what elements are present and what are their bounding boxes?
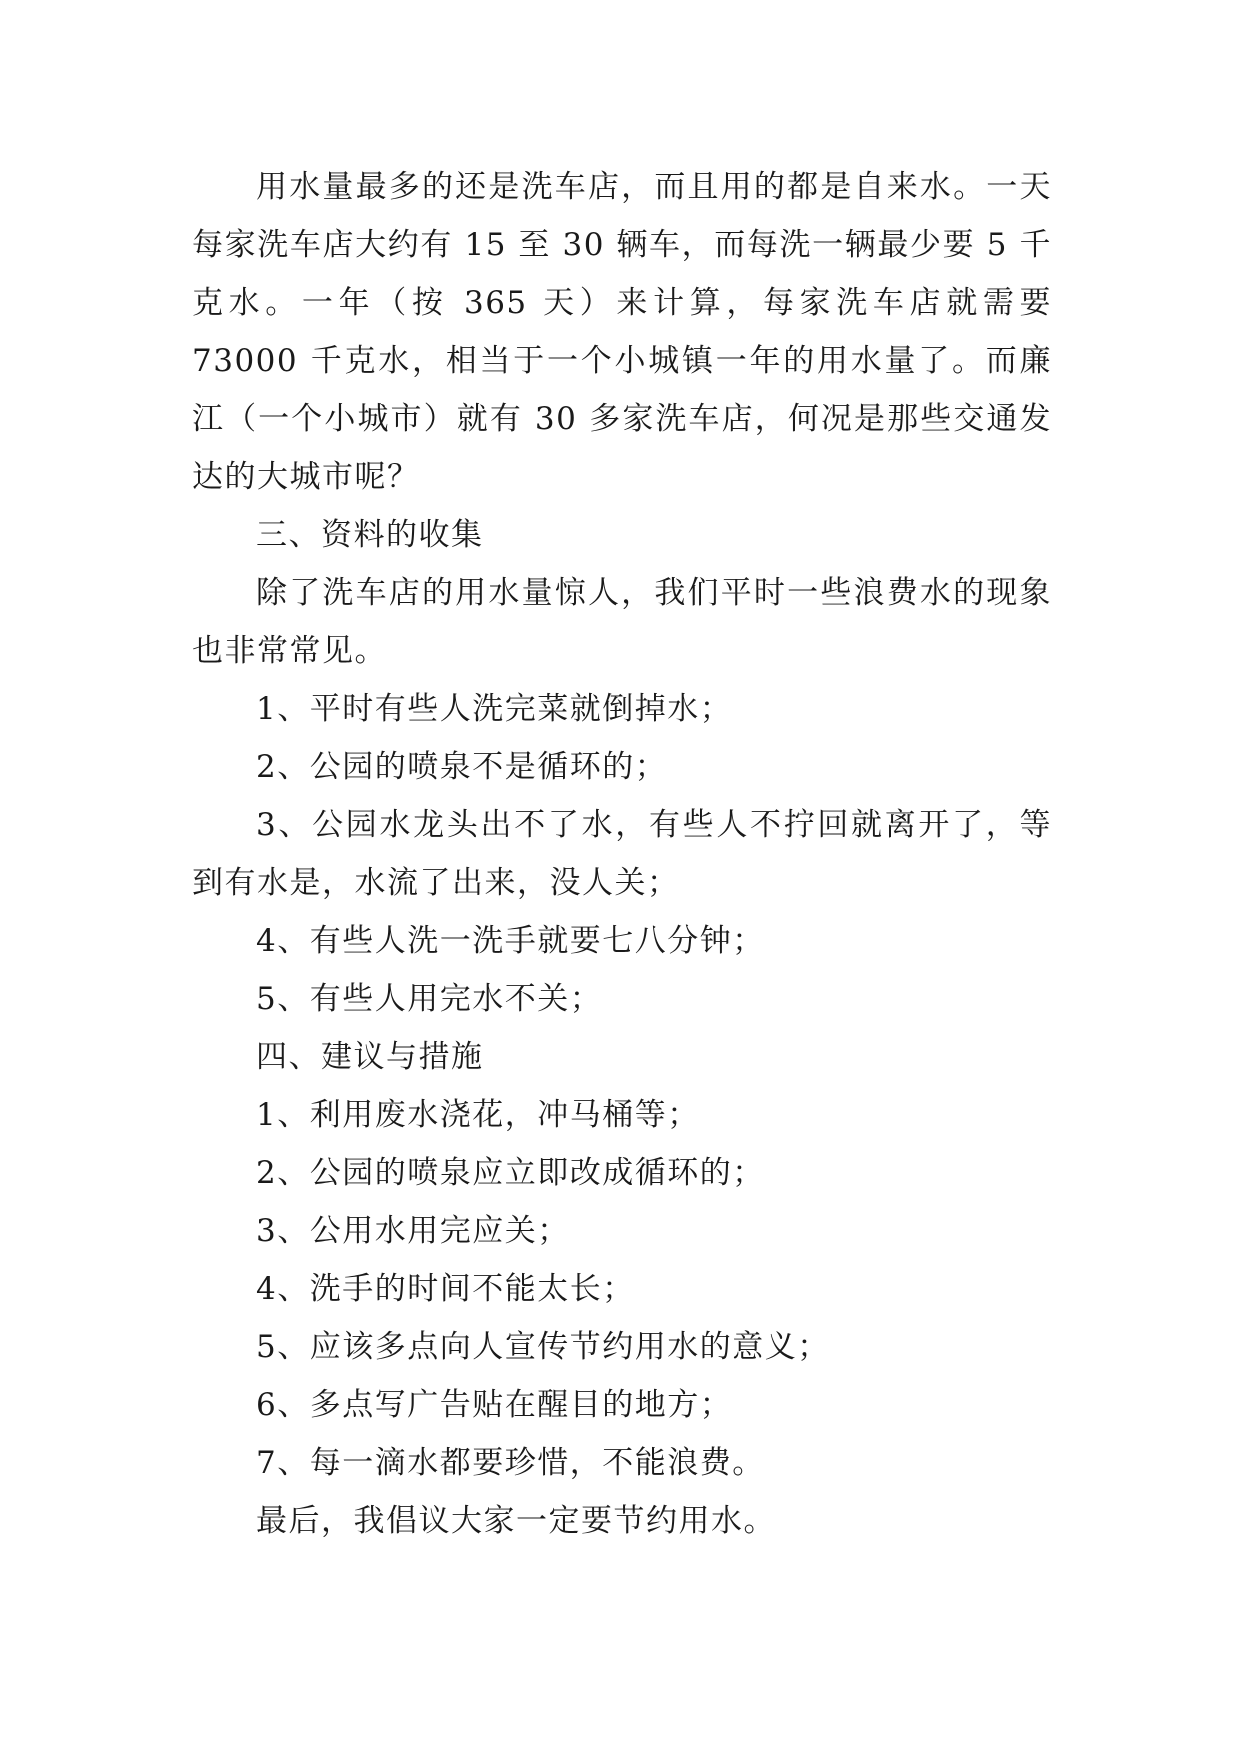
list-item-suggestion-2: 2、公园的喷泉应立即改成循环的； xyxy=(256,1155,765,1191)
document-body xyxy=(192,158,1052,1550)
list-item-suggestion-4: 4、洗手的时间不能太长； xyxy=(256,1271,635,1307)
paragraph-conclusion: 最后，我倡议大家一定要节约用水。 xyxy=(256,1503,776,1539)
list-item-waste-2: 2、公园的喷泉不是循环的； xyxy=(256,749,668,785)
section-heading-suggestions: 四、建议与措施 xyxy=(256,1039,484,1075)
list-item-suggestion-3: 3、公用水用完应关； xyxy=(256,1213,570,1249)
list-item-waste-4: 4、有些人洗一洗手就要七八分钟； xyxy=(256,923,765,959)
list-item-waste-5: 5、有些人用完水不关； xyxy=(256,981,603,1017)
list-item-suggestion-7: 7、每一滴水都要珍惜，不能浪费。 xyxy=(256,1445,765,1481)
list-item-suggestion-6: 6、多点写广告贴在醒目的地方； xyxy=(256,1387,733,1423)
list-item-suggestion-5: 5、应该多点向人宣传节约用水的意义； xyxy=(256,1329,830,1365)
list-item-waste-3: 3、公园水龙头出不了水，有些人不拧回就离开了，等到有水是，水流了出来，没人关； xyxy=(192,807,1052,901)
paragraph-car-wash-water-usage: 用水量最多的还是洗车店，而且用的都是自来水。一天每家洗车店大约有 15 至 30 辆车，而每洗一辆最少要 5 千克水。一年（按 365 天）来计算，每家洗车店就需要 73000 千克水，相当于一个小城镇一年的用水量了。而廉江（一个小城市）就有 30 多家洗车店，何况是那些交通发达的大城市呢？ xyxy=(192,169,1052,495)
paragraph-waste-intro: 除了洗车店的用水量惊人，我们平时一些浪费水的现象也非常常见。 xyxy=(192,575,1052,669)
list-item-suggestion-1: 1、利用废水浇花，冲马桶等； xyxy=(256,1097,700,1133)
list-item-waste-1: 1、平时有些人洗完菜就倒掉水； xyxy=(256,691,733,727)
section-heading-data-collection: 三、资料的收集 xyxy=(256,517,484,553)
